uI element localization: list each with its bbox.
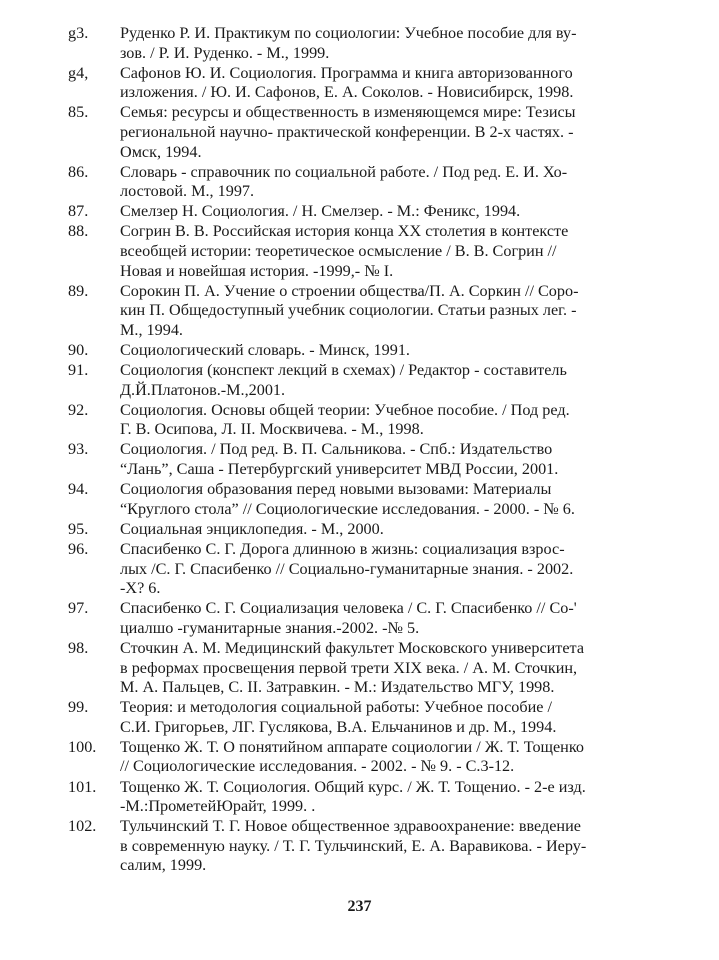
reference-item [68, 103, 652, 162]
reference-line: // Социологические исследования. - 2002. - № 9. - С.3-12. [120, 757, 515, 776]
reference-line: Социология (конспект лекций в схемах) / Редактор - составитель [120, 361, 567, 380]
reference-item [68, 778, 652, 817]
reference-line: салим, 1999. [120, 856, 207, 875]
reference-number: 90. [68, 341, 89, 359]
reference-item [68, 440, 652, 479]
reference-text [120, 341, 652, 361]
reference-number: 97. [68, 599, 89, 618]
reference-text [120, 24, 652, 63]
reference-text [120, 103, 652, 162]
reference-item [68, 222, 652, 281]
reference-text [120, 480, 652, 519]
reference-text [120, 698, 652, 737]
reference-text [120, 64, 652, 103]
reference-text [120, 282, 652, 341]
reference-text [120, 540, 652, 599]
reference-line: в реформах просвещения первой трети XIX века. / А. М. Сточкин, [120, 658, 578, 677]
reference-line: Социальная энциклопедия. - М., 2000. [120, 519, 384, 538]
reference-item [68, 24, 652, 63]
reference-line: Сафонов Ю. И. Социология. Программа и книга авторизованного [120, 63, 573, 82]
reference-line: Г. В. Осипова, Л. II. Москвичева. - М., 1998. [120, 420, 424, 439]
page-number: 237 [347, 898, 372, 915]
reference-list [68, 24, 652, 877]
reference-line: Словарь - справочник по социальной работе. / Под ред. Е. И. Хо- [120, 162, 568, 181]
reference-line: “Лань”, Саша - Петербургский университет МВД России, 2001. [120, 460, 559, 479]
reference-item [68, 282, 652, 341]
reference-line: всеобщей истории: теоретическое осмысление / В. В. Согрин // [120, 242, 557, 261]
reference-text [120, 599, 652, 638]
reference-number: 102. [68, 817, 97, 836]
reference-number: 93. [68, 440, 89, 459]
reference-line: Спасибенко С. Г. Дорога длинною в жизнь: социализация взрос- [120, 539, 565, 558]
reference-line: С.И. Григорьев, ЛГ. Гуслякова, В.А. Ельчанинов и др. М., 1994. [120, 717, 557, 736]
reference-line: Социология. Основы общей теории: Учебное пособие. / Под ред. [120, 400, 570, 419]
reference-item [68, 361, 652, 400]
reference-number: 88. [68, 222, 89, 241]
reference-item [68, 341, 652, 361]
reference-line: зов. / Р. И. Руденко. - М., 1999. [120, 43, 330, 62]
reference-line: Спасибенко С. Г. Социализация человека / С. Г. Спасибенко // Со-' [120, 599, 577, 618]
reference-text [120, 222, 652, 281]
reference-line: “Круглого стола” // Социологические исследования. - 2000. - № 6. [120, 499, 575, 518]
reference-line: Д.Й.Платонов.-М.,2001. [120, 380, 286, 399]
reference-line: Социологический словарь. - Минск, 1991. [120, 341, 410, 359]
reference-number: 96. [68, 539, 89, 558]
reference-line: Омск, 1994. [120, 142, 202, 161]
reference-number: 87. [68, 202, 89, 221]
reference-line: Сорокин П. А. Учение о строении общества/П. А. Соркин // Соро- [120, 281, 579, 300]
reference-line: Тощенко Ж. Т. О понятийном аппарате социологии / Ж. Т. Тощенко [120, 737, 584, 756]
reference-line: Семья: ресурсы и общественность в изменяющемся мире: Тезисы [120, 103, 576, 122]
reference-line: циалшо -гуманитарные знания.-2002. -№ 5. [120, 618, 420, 637]
reference-number: 86. [68, 162, 89, 181]
reference-text [120, 361, 652, 400]
reference-number: g4, [68, 63, 89, 82]
reference-text [120, 202, 652, 222]
reference-line: региональной научно- практической конференции. В 2-х частях. - [120, 122, 574, 141]
reference-line: изложения. / Ю. И. Сафонов, Е. А. Соколов. - Новисибирск, 1998. [120, 83, 574, 102]
reference-number: 89. [68, 281, 89, 300]
reference-item [68, 817, 652, 876]
reference-number: 99. [68, 698, 89, 717]
reference-item [68, 64, 652, 103]
reference-item [68, 480, 652, 519]
reference-item [68, 698, 652, 737]
reference-number: 92. [68, 400, 89, 419]
reference-item [68, 520, 652, 540]
reference-number: 101. [68, 777, 97, 796]
reference-line: лостовой. М., 1997. [120, 182, 255, 201]
reference-line: -М.:ПрометейЮрайт, 1999. . [120, 797, 316, 816]
reference-number: 85. [68, 103, 89, 122]
reference-line: в современную науку. / Т. Г. Тульчинский, Е. А. Варавикова. - Иеру- [120, 836, 587, 855]
reference-text [120, 639, 652, 698]
reference-item [68, 163, 652, 202]
reference-item [68, 401, 652, 440]
reference-item [68, 599, 652, 638]
reference-item [68, 639, 652, 698]
reference-line: -Х? 6. [120, 579, 161, 598]
reference-item [68, 540, 652, 599]
reference-line: Социология образования перед новыми вызовами: Материалы [120, 480, 552, 499]
reference-text [120, 440, 652, 479]
reference-line: Тульчинский Т. Г. Новое общественное здравоохранение: введение [120, 817, 581, 836]
reference-text [120, 817, 652, 876]
reference-text [120, 738, 652, 777]
reference-number: 95. [68, 519, 89, 538]
reference-line: Сточкин А. М. Медицинский факультет Московского университета [120, 638, 585, 657]
reference-line: М., 1994. [120, 320, 183, 339]
reference-text [120, 163, 652, 202]
reference-number: 91. [68, 361, 89, 380]
reference-item [68, 738, 652, 777]
reference-line: Теория: и методология социальной работы: Учебное пособие / [120, 698, 553, 717]
reference-line: М. А. Пальцев, С. II. Затравкин. - М.: Издательство МГУ, 1998. [120, 678, 555, 697]
reference-line: кин П. Общедоступный учебник социологии. Статьи разных лег. - [120, 301, 577, 320]
reference-line: Новая и новейшая история. -1999,- № I. [120, 261, 394, 280]
reference-text [120, 401, 652, 440]
reference-text [120, 520, 652, 540]
reference-item [68, 202, 652, 222]
reference-line: Тощенко Ж. Т. Социология. Общий курс. / Ж. Т. Тощенио. - 2-е изд. [120, 777, 586, 796]
reference-line: Руденко Р. И. Практикум по социологии: Учебное пособие для ву- [120, 24, 577, 42]
reference-line: лых /С. Г. Спасибенко // Социально-гуманитарные знания. - 2002. [120, 559, 574, 578]
reference-text [120, 778, 652, 817]
reference-line: Смелзер Н. Социология. / Н. Смелзер. - М.: Феникс, 1994. [120, 202, 521, 221]
reference-line: Социология. / Под ред. В. П. Сальникова. - Спб.: Издательство [120, 440, 553, 459]
reference-number: 100. [68, 737, 97, 756]
reference-line: Согрин В. В. Российская история конца XX столетия в контексте [120, 222, 569, 241]
reference-number: 98. [68, 638, 89, 657]
reference-number: g3. [68, 24, 89, 42]
reference-number: 94. [68, 480, 89, 499]
